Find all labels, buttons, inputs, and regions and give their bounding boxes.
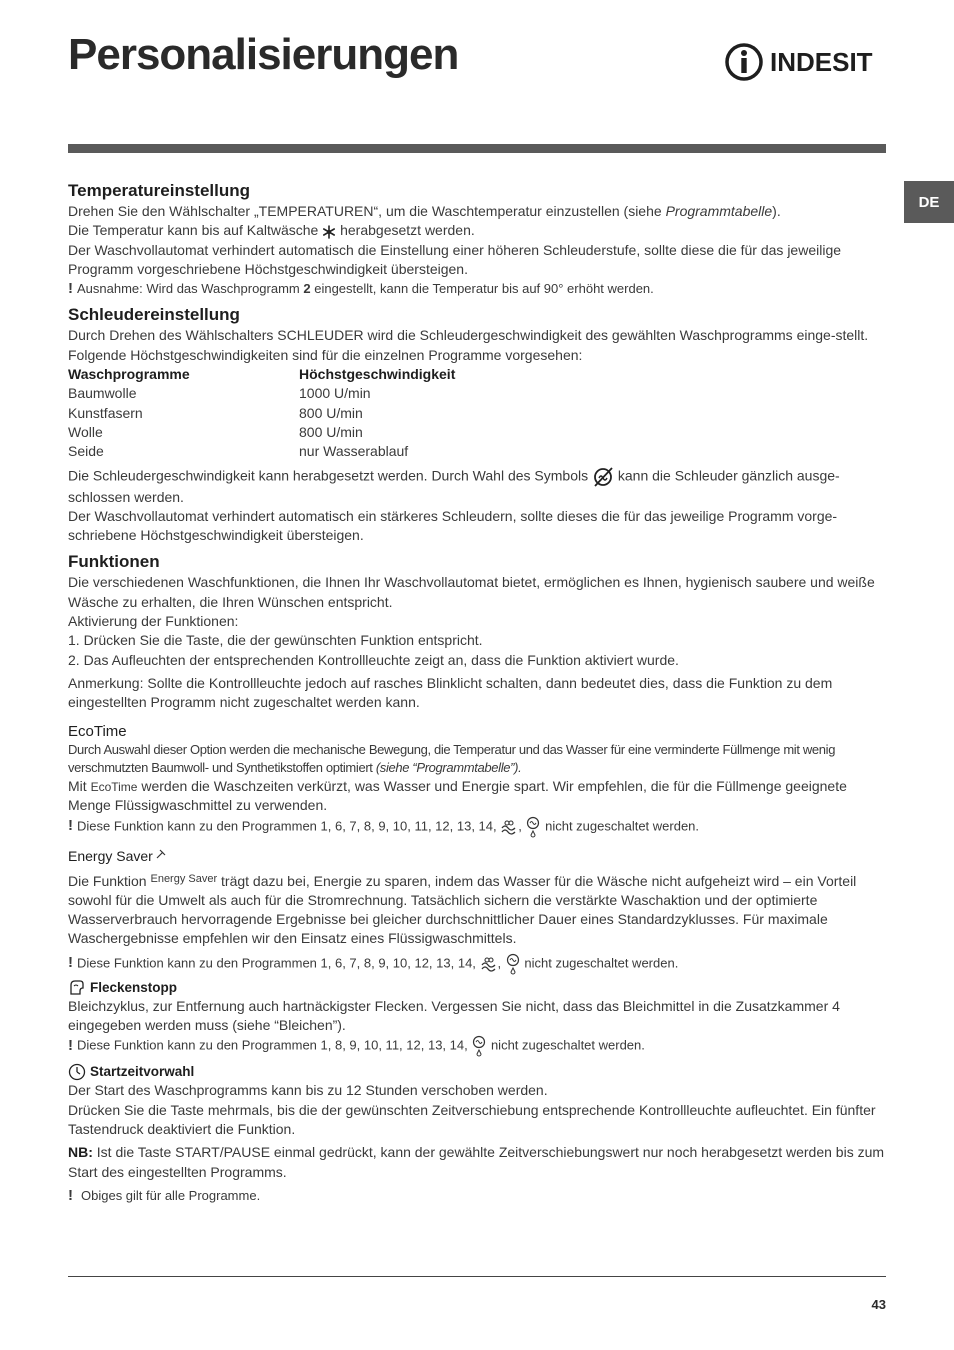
- spin-text-1: Durch Drehen des Wählschalters SCHLEUDER wird die Schleudergeschwindigkeit des gewählten Waschprogramms einge-stellt.: [68, 327, 869, 344]
- stain-removal-text: Bleichzyklus, zur Entfernung auch hartnäckigster Flecken. Vergessen Sie nicht, dass das Bleichmittel in die Zusatzkammer 4 eingegeben werden muss (siehe “Bleichen”).: [68, 997, 840, 1034]
- delay-start-warning: ! Obiges gilt für alle Programme.: [68, 1186, 261, 1204]
- spin-text-2: Folgende Höchstgeschwindigkeiten sind für die einzelnen Programme vorgesehen:: [68, 346, 583, 363]
- spin-text-3: Die Schleudergeschwindigkeit kann herabgesetzt werden. Durch Wahl des Symbols kann die Schleuder gänzlich ausge-schlossen werden.: [68, 467, 840, 505]
- stain-removal-heading: Fleckenstopp: [68, 979, 886, 997]
- temperature-heading: Temperatureinstellung: [68, 181, 250, 200]
- delay-start-heading: Startzeitvorwahl: [68, 1063, 886, 1081]
- table-cell-speed: 1000 U/min: [299, 385, 371, 402]
- drain-program-icon: [525, 816, 541, 838]
- spin-text-4: Der Waschvollautomat verhindert automatisch ein stärkeres Schleudern, sollte dieses die für das jeweilige Programm vorge-schriebene Höchstgeschwindigkeit übersteigen.: [68, 507, 838, 544]
- delay-start-text-2: Drücken Sie die Taste mehrmals, bis die der gewünschten Zeitverschiebung entsprechende Kontrollleuchte aufleuchtet. Ein fünfter Tastendruck deaktiviert die Funktion.: [68, 1101, 876, 1137]
- top-divider: [68, 144, 886, 153]
- delay-start-nb: NB: Ist die Taste START/PAUSE einmal gedrückt, kann der gewählte Zeitverschiebungswert nur noch herabgesetzt werden bis zum Start des eingestellten Programms.: [68, 1144, 885, 1180]
- stain-removal-warning: ! Diese Funktion kann zu den Programmen 1, 8, 9, 10, 11, 12, 13, 14, nicht zugeschaltet werden.: [68, 1035, 886, 1057]
- spin-heading: Schleudereinstellung: [68, 305, 240, 325]
- functions-heading: Funktionen: [68, 552, 160, 572]
- indesit-i-icon: [724, 42, 764, 82]
- table-cell-program: Kunstfasern: [68, 404, 143, 421]
- warning-mark: !: [68, 280, 73, 298]
- table-cell-speed: 800 U/min: [299, 404, 363, 421]
- ecotime-text-2: Mit EcoTime werden die Waschzeiten verkürzt, was Wasser und Energie spart. Wir empfehlen, die für die Füllmenge geeignete Menge Flüssigwaschmittel zu verwenden.: [68, 777, 847, 813]
- ecotime-warning: ! Diese Funktion kann zu den Programmen 1, 6, 7, 8, 9, 10, 11, 12, 13, 14, , nicht zugeschaltet werden.: [68, 816, 886, 838]
- plug-icon: [155, 848, 167, 860]
- ecotime-logo: EcoTime: [68, 722, 127, 740]
- functions-note: Anmerkung: Sollte die Kontrollleuchte jedoch auf rasches Blinklicht schalten, dann bedeutet dies, dass die Funktion zu dem eingestellten Programm nicht zugeschaltet werden kann.: [68, 674, 833, 711]
- page-title: Personalisierungen: [68, 30, 459, 79]
- ecotime-inline-logo: EcoTime: [90, 779, 138, 794]
- drain-program-icon: [505, 953, 521, 975]
- energy-saver-logo: Energy Saver: [68, 848, 886, 864]
- warning-mark: !: [68, 1036, 73, 1054]
- table-cell-program: Wolle: [68, 423, 103, 440]
- table-cell-speed: 800 U/min: [299, 423, 363, 440]
- delay-start-text-1: Der Start des Waschprogramms kann bis zu 12 Stunden verschoben werden.: [68, 1082, 548, 1099]
- silk-program-icon: [480, 956, 498, 972]
- warning-mark: !: [68, 816, 73, 834]
- functions-step-1: 1. Drücken Sie die Taste, die der gewünschten Funktion entspricht.: [68, 632, 483, 649]
- energy-saver-warning: ! Diese Funktion kann zu den Programmen 1, 6, 7, 8, 9, 10, 12, 13, 14, , nicht zugeschaltet werden.: [68, 953, 886, 975]
- temperature-note: ! Ausnahme: Wird das Waschprogramm 2 eingestellt, kann die Temperatur bis auf 90° erhöht werden.: [68, 280, 654, 298]
- table-cell-program: Seide: [68, 443, 104, 460]
- temperature-text-2: Die Temperatur kann bis auf Kaltwäsche herabgesetzt werden.: [68, 222, 475, 239]
- brand-wordmark: INDESIT: [770, 46, 873, 77]
- functions-step-2: 2. Das Aufleuchten der entsprechenden Kontrollleuchte zeigt an, dass die Funktion aktiviert wurde.: [68, 651, 679, 668]
- energy-saver-text: Die Funktion $^{Energy Saver}$ trägt dazu bei, Energie zu sparen, indem das Wasser für die Wäsche nicht aufgeheizt wird – ein Vorteil sowohl für die Umwelt als auch für die Stromrechnung. Tatsächlich sichern die verstärkte Waschaktion und der optimierte Wasserverbrauch hervorragende Ergebnisse bei gleicher durchschnittlicher Dauer eines Standardzyklusses. Für maximale Waschergebnisse empfehlen wir den Einsatz eines Flüssigwaschmittels.: [68, 872, 857, 947]
- clock-icon: [68, 1063, 86, 1081]
- temperature-text-3: Der Waschvollautomat verhindert automatisch die Einstellung einer höheren Schleuderstufe, sollte diese die für das jeweilige Programm vorgeschriebene Höchstgeschwindigkeit übersteigen.: [68, 241, 842, 277]
- bottom-divider: [68, 1276, 886, 1277]
- table-header-program: Waschprogramme: [68, 366, 190, 383]
- functions-text-2: Aktivierung der Funktionen:: [68, 613, 239, 630]
- language-tab: DE: [904, 181, 954, 223]
- no-spin-icon: [592, 466, 614, 488]
- spin-speed-table: [68, 365, 886, 461]
- table-header-speed: Höchstgeschwindigkeit: [299, 366, 456, 383]
- main-content: [68, 180, 886, 1205]
- indesit-logo: [724, 38, 888, 86]
- table-cell-speed: nur Wasserablauf: [299, 443, 409, 460]
- warning-mark: !: [68, 1186, 73, 1204]
- silk-program-icon: [500, 819, 518, 835]
- ecotime-text-1: Durch Auswahl dieser Option werden die mechanische Bewegung, die Temperatur und das Wasser für eine verminderte Füllmenge mit wenig verschmutzten Baumwoll- und Synthetikstoffen optimiert (siehe “Programmtabelle”).: [68, 741, 836, 775]
- table-cell-program: Baumwolle: [68, 385, 137, 402]
- energy-saver-inline-logo: Energy Saver: [150, 872, 218, 885]
- stain-icon: [68, 979, 86, 997]
- snowflake-icon: [322, 225, 336, 239]
- drain-program-icon: [471, 1035, 487, 1057]
- temperature-text-1: Drehen Sie den Wählschalter „TEMPERATUREN“, um die Waschtemperatur einzustellen (siehe Programmtabelle).: [68, 203, 781, 219]
- warning-mark: !: [68, 954, 73, 972]
- functions-text-1: Die verschiedenen Waschfunktionen, die Ihnen Ihr Waschvollautomat bietet, ermöglichen es Ihnen, hygienisch saubere und weiße Wäsche zu erhalten, die Ihren Wünschen entspricht.: [68, 574, 875, 610]
- page-number: 43: [871, 1297, 886, 1312]
